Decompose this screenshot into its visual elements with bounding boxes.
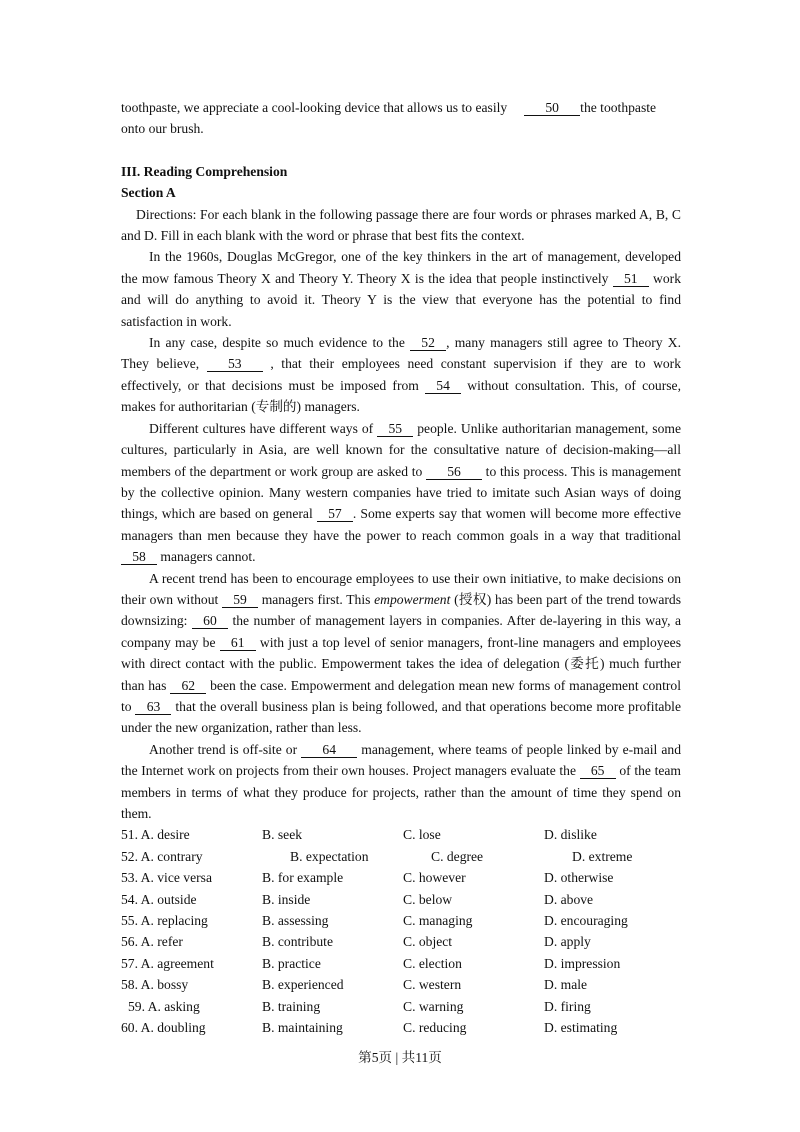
passage-text: managers first. This: [257, 591, 375, 607]
passage-text: , that their employees need constant supervision if they are to work effectively, or that decisions must be imposed from: [121, 356, 682, 393]
option-a: 52. A. contrary: [121, 848, 203, 864]
blank-58: 58: [121, 549, 157, 565]
passage-text: that the overall business plan is being followed, and that operations become more profitable under the new organization, rather than less.: [121, 698, 681, 736]
passage-text: been the case. Empowerment and delegation mean new forms of management control to: [121, 677, 681, 714]
option-d: D. encouraging: [544, 912, 628, 928]
option-b: B. assessing: [262, 912, 329, 928]
option-a: 51. A. desire: [121, 827, 190, 843]
carryover-line2: onto our brush.: [121, 121, 204, 137]
option-b: B. expectation: [290, 848, 369, 864]
passage-text: the number of management layers in companies. After de-layering in this way, a company may be: [121, 613, 681, 650]
option-b: B. experienced: [262, 977, 344, 993]
blank-63: 63: [135, 699, 171, 715]
option-a: 57. A. agreement: [121, 955, 214, 971]
blank-61: 61: [220, 635, 256, 651]
blank-57: 57: [317, 506, 353, 522]
option-b: B. for example: [262, 870, 344, 886]
page-footer: 第5页 | 共11页: [358, 1050, 442, 1065]
passage-text: without consultation. This, of course, makes for authoritarian (专制的) managers.: [121, 377, 681, 415]
passage-text: In the 1960s, Douglas McGregor, one of the key thinkers in the art of management, developed the mow famous Theory X and Theory Y. Theory X is the idea that people instinctively: [121, 249, 681, 286]
option-d: D. impression: [544, 955, 621, 971]
directions: Directions: For each blank in the following passage there are four words or phrases marked A, B, C and D. Fill in each blank with the word or phrase that best fits the context.: [121, 206, 681, 244]
carryover-text-end: the toothpaste: [580, 100, 657, 115]
blank-55: 55: [377, 421, 413, 437]
option-c: C. warning: [403, 998, 464, 1014]
option-row: [121, 867, 681, 888]
blank-51: 51: [613, 271, 649, 287]
option-d: D. extreme: [572, 848, 633, 864]
blank-52: 52: [410, 335, 446, 351]
option-row: [121, 931, 681, 952]
blank-59: 59: [222, 592, 258, 608]
blank-62: 62: [170, 678, 206, 694]
page-content: [121, 97, 681, 1038]
option-a: 55. A. replacing: [121, 912, 208, 928]
passage-text: managers cannot.: [157, 549, 256, 565]
option-row: [121, 846, 681, 867]
passage-text: . Some experts say that women will become more effective managers than men because they have the power to reach common goals in a way that traditional: [121, 506, 681, 543]
option-c: C. below: [403, 891, 453, 907]
passage-text: to this process. This is management by the collective opinion. Many western companies have tried to imitate such Asian ways of doing things, which are based on general: [121, 463, 681, 522]
option-row: [121, 953, 681, 974]
option-d: D. estimating: [544, 1019, 618, 1035]
option-a: 58. A. bossy: [121, 977, 189, 993]
carryover-text: toothpaste, we appreciate a cool-looking device that allows us to easily: [121, 100, 508, 115]
passage-paragraph-3: [121, 418, 681, 568]
blank-64: 64: [301, 742, 357, 758]
blank-53: 53: [207, 356, 263, 372]
option-b: B. seek: [262, 827, 303, 843]
emphasis-term: empowerment: [374, 591, 451, 607]
option-b: B. inside: [262, 891, 311, 907]
option-row: [121, 996, 681, 1017]
blank-65: 65: [580, 763, 616, 779]
answer-options: [121, 824, 681, 1038]
passage-text: Different cultures have different ways of: [149, 420, 378, 436]
passage-text: Another trend is off-site or: [149, 741, 302, 757]
passage-text: management, where teams of people linked by e-mail and the Internet work on projects from their own houses. Project managers evaluate the: [121, 741, 682, 779]
option-c: C. lose: [403, 827, 441, 843]
option-d: D. apply: [544, 934, 591, 950]
passage-paragraph-4: [121, 568, 681, 739]
option-d: D. firing: [544, 998, 591, 1014]
option-a: 56. A. refer: [121, 934, 183, 950]
carryover-paragraph: [121, 97, 681, 140]
passage-paragraph-5: [121, 739, 681, 825]
passage-text: with just a top level of senior managers, front-line managers and employees with direct contact with the public. Empowerment takes the idea of delegation (委托) much further than has: [121, 634, 681, 693]
option-a: 53. A. vice versa: [121, 870, 212, 886]
section-title: III. Reading Comprehension: [121, 163, 288, 179]
passage-text: people. Unlike authoritarian management, some cultures, particularly in Asia, are well known for the consultative nature of decision-making—all members of the department or work group are asked to: [121, 420, 681, 479]
passage-paragraph-2: [121, 332, 681, 418]
option-b: B. training: [262, 998, 321, 1014]
option-row: [121, 824, 681, 845]
option-c: C. managing: [403, 912, 473, 928]
option-c: C. reducing: [403, 1019, 467, 1035]
option-row: [121, 1017, 681, 1038]
blank-50: 50: [524, 100, 580, 116]
option-b: B. contribute: [262, 934, 333, 950]
passage-text: (授权) has been part of the trend towards downsizing:: [121, 591, 681, 629]
passage-text: In any case, despite so much evidence to the: [149, 335, 411, 351]
option-c: C. election: [403, 955, 462, 971]
blank-54: 54: [425, 378, 461, 394]
passage-text: , many managers still agree to Theory X. They believe,: [121, 335, 682, 372]
option-a: 60. A. doubling: [121, 1019, 206, 1035]
option-c: C. western: [403, 977, 462, 993]
blank-56: 56: [426, 464, 482, 480]
option-b: B. practice: [262, 955, 321, 971]
option-row: [121, 974, 681, 995]
option-d: D. otherwise: [544, 870, 614, 886]
option-a: 54. A. outside: [121, 891, 197, 907]
option-d: D. dislike: [544, 827, 597, 843]
option-c: C. however: [403, 870, 466, 886]
option-row: [121, 889, 681, 910]
passage-text: work and will do anything to avoid it. Theory Y is the view that everyone has the potential to find satisfaction in work.: [121, 270, 681, 329]
section-subtitle: Section A: [121, 185, 176, 201]
option-c: C. object: [403, 934, 453, 950]
passage-paragraph-1: [121, 246, 681, 332]
option-b: B. maintaining: [262, 1019, 343, 1035]
option-c: C. degree: [431, 848, 484, 864]
passage-text: of the team members in terms of what they produce for projects, rather than the amount of time they spend on them.: [121, 763, 682, 821]
option-row: [121, 910, 681, 931]
passage-text: A recent trend has been to encourage employees to use their own initiative, to make decisions on their own without: [121, 570, 681, 607]
option-a: 59. A. asking: [128, 998, 200, 1014]
option-d: D. male: [544, 977, 588, 993]
option-d: D. above: [544, 891, 594, 907]
blank-60: 60: [192, 613, 228, 629]
